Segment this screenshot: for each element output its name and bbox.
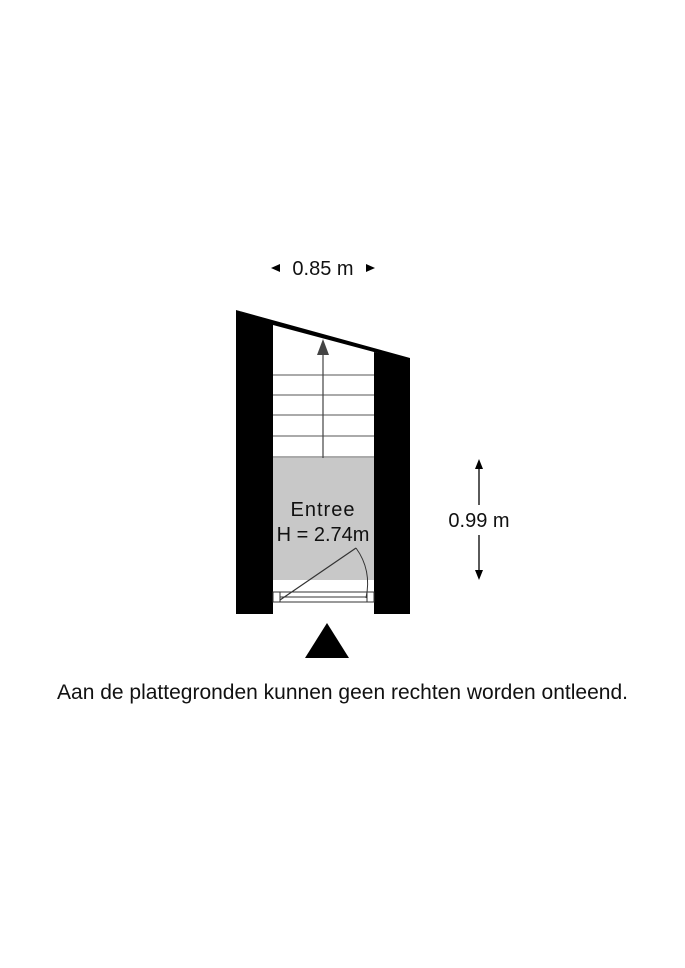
entrance-marker-icon (305, 623, 349, 658)
arrow-down-icon (475, 570, 483, 580)
arrow-left-icon (271, 264, 280, 272)
room-name: Entree (290, 499, 356, 521)
width-dimension-label: 0.85 m (292, 258, 354, 280)
width-dimension (271, 258, 375, 280)
depth-dimension-label: 0.99 m (448, 510, 510, 532)
wall-left (236, 310, 273, 614)
disclaimer-text: Aan de plattegronden kunnen geen rechten worden ontleend. (57, 681, 628, 704)
door-frame-left (273, 592, 280, 602)
arrow-right-icon (366, 264, 375, 272)
door-frame-right (367, 592, 374, 602)
depth-dimension (448, 459, 509, 580)
room-height: H = 2.74m (276, 524, 370, 546)
wall-right (374, 352, 410, 614)
